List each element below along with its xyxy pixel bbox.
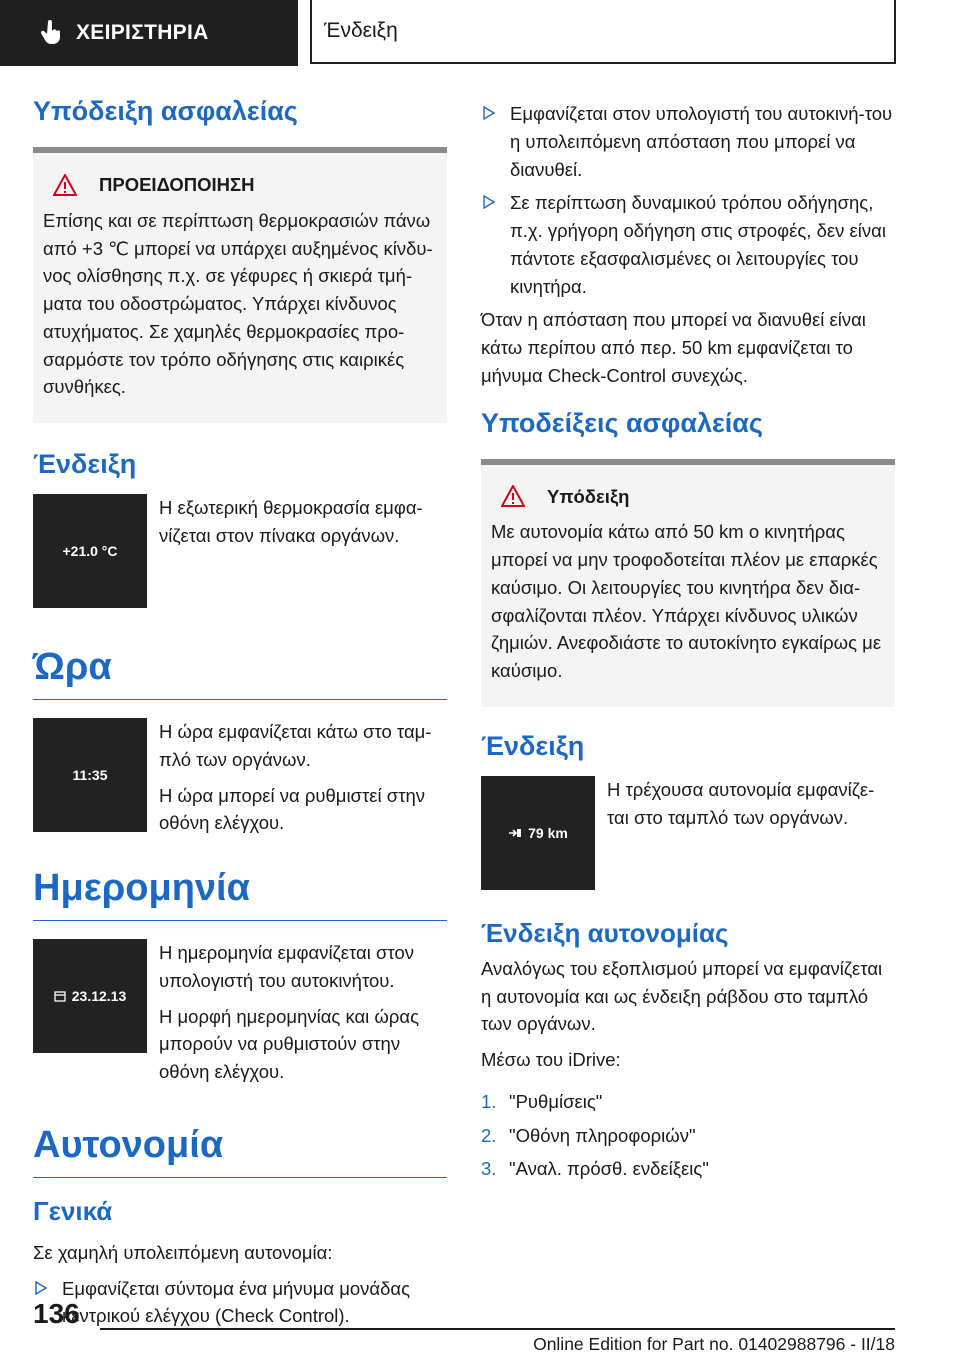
safety-notes-heading: Υποδείξεις ασφαλείας (481, 407, 763, 438)
range-display-image (481, 776, 595, 890)
time-text-1: Η ώρα εμφανίζεται κάτω στο ταμ-πλό των οργάνων. (159, 721, 432, 770)
bullet-text: Εμφανίζεται σύντομα ένα μήνυμα μονάδας κεντρικού ελέγχου (Check Control). (62, 1277, 411, 1327)
arrow-bullet-icon (35, 1281, 47, 1295)
page-header (0, 0, 960, 66)
step-number: 2. (481, 1124, 497, 1146)
note-box (481, 459, 895, 707)
step-item[interactable] (481, 1122, 895, 1150)
step-text: "Ρυθμίσεις" (509, 1090, 603, 1112)
idrive-text: Μέσω του iDrive: (481, 1049, 621, 1070)
note-label: Υπόδειξη (547, 485, 630, 507)
section-label: Ένδειξη (324, 19, 398, 42)
general-text: Σε χαμηλή υπολειπόμενη αυτονομία: (33, 1241, 333, 1263)
steps-list (481, 1088, 895, 1183)
warning-line: σαρμόστε τον τρόπο οδήγησης στις καιρικές (43, 348, 405, 370)
time-row (33, 718, 447, 845)
range-display-value: 79 km (528, 824, 568, 841)
range-display-heading: Ένδειξη αυτονομίας (481, 917, 729, 948)
date-text-1: Η ημερομηνία εμφανίζεται στον υπολογιστή του αυτοκινήτου. (159, 942, 415, 991)
chapter-tab[interactable] (0, 0, 298, 66)
warning-box (33, 147, 447, 423)
step-item[interactable] (481, 1155, 895, 1183)
left-column (33, 96, 447, 1336)
warning-triangle-icon (53, 174, 77, 196)
list-item (481, 100, 895, 183)
date-row (33, 939, 447, 1094)
right-column (481, 100, 895, 1189)
step-text: "Οθόνη πληροφοριών" (509, 1124, 696, 1146)
arrow-bullet-icon (483, 106, 495, 120)
range-row (481, 776, 895, 890)
range-bullets-left (33, 1275, 447, 1331)
temperature-text: Η εξωτερική θερμοκρασία εμφα-νίζεται στον πίνακα οργάνων. (159, 497, 423, 546)
warning-line: Επίσης και σε περίπτωση θερμοκρασιών πάνω (43, 209, 431, 231)
safety-note-heading: Υπόδειξη ασφαλείας (33, 96, 298, 126)
warning-line: συνθήκες. (43, 376, 126, 398)
time-text-2: Η ώρα μπορεί να ρυθμιστεί στην οθόνη ελέγχου. (159, 784, 426, 834)
date-display-image (33, 939, 147, 1053)
date-display-value: 23.12.13 (71, 988, 127, 1004)
list-item (33, 1275, 447, 1331)
time-heading: Ώρα (33, 646, 447, 700)
step-number: 1. (481, 1090, 497, 1112)
date-heading: Ημερομηνία (33, 867, 447, 921)
warning-label: ΠΡΟΕΙΔΟΠΟΙΗΣΗ (99, 174, 255, 195)
warning-text (43, 207, 437, 401)
temperature-row (33, 494, 447, 608)
general-heading: Γενικά (33, 1195, 113, 1226)
page-number: 136 (33, 1298, 80, 1329)
date-text-2: Η μορφή ημερομηνίας και ώρας μπορούν να ρυθμιστούν στην οθόνη ελέγχου. (159, 1005, 420, 1082)
range-display-small-heading: Ένδειξη (481, 730, 585, 761)
step-item[interactable] (481, 1088, 895, 1116)
step-text: "Αναλ. πρόσθ. ενδείξεις" (509, 1158, 709, 1180)
arrow-bullet-icon (483, 195, 495, 209)
warning-triangle-icon (501, 485, 525, 507)
bullet-text: Εμφανίζεται στον υπολογιστή του αυτοκινή-του η υπολειπόμενη απόσταση που μπορεί να διανυθεί. (510, 103, 893, 180)
display-heading: Ένδειξη (33, 449, 137, 479)
below-50-text: Όταν η απόσταση που μπορεί να διανυθεί είναι κάτω περίπου από περ. 50 km εμφανίζεται το μήνυμα Check-Control συνεχώς. (481, 309, 866, 386)
warning-title (43, 171, 437, 199)
temperature-display-image: +21.0 °C (33, 494, 147, 608)
list-item (481, 189, 895, 300)
range-heading: Αυτονομία (33, 1124, 447, 1178)
warning-line: ματα του οδοστρώματος. Υπάρχει κίνδυνος (43, 293, 397, 314)
note-text: Με αυτονομία κάτω από 50 km ο κινητήρας μπορεί να μην τροφοδοτείται πλέον με επαρκές καύσιμο. Οι λειτουργίες του κινητήρα δεν δια-σφαλίζονται πλέον. Υπάρχει κίνδυνος υλικών ζημιών. Ανεφοδιάστε το αυτοκίνητο εγκαίρως με καύσιμο. (491, 521, 882, 681)
step-number: 3. (481, 1158, 497, 1180)
warning-line: ατυχήματος. Σε χαμηλές θερμοκρασίες προ- (43, 320, 405, 342)
note-title (491, 483, 885, 511)
warning-line: από +3 ℃ μπορεί να υπάρχει αυξημένος κίνδυ- (43, 237, 433, 259)
bullet-text: Σε περίπτωση δυναμικού τρόπου οδήγησης, π.χ. γρήγορη οδήγηση στις στροφές, δεν είναι πάντοτε εξασφαλισμένες οι λειτουργίες του κινητήρα. (510, 192, 886, 297)
range-bullets-right (481, 100, 895, 300)
warning-line: νος ολίσθησης π.χ. σε γέφυρες ή σκιερά τμή- (43, 265, 413, 287)
edition-text: Online Edition for Part no. 01402988796 - II/18 (533, 1334, 895, 1354)
range-display-text: Αναλόγως του εξοπλισμού μπορεί να εμφανίζεται η αυτονομία και ως ένδειξη ράβδου στο ταμπλό των οργάνων. (481, 957, 883, 1035)
footer-divider (100, 1328, 895, 1330)
section-tab[interactable] (310, 0, 896, 64)
hand-pointer-icon (40, 20, 62, 46)
range-text: Η τρέχουσα αυτονομία εμφανίζε-ται στο ταμπλό των οργάνων. (607, 778, 875, 828)
chapter-label: ΧΕΙΡΙΣΤΗΡΙΑ (76, 21, 209, 44)
calendar-icon (54, 990, 66, 1002)
fuel-pump-icon (508, 827, 522, 839)
time-display-image: 11:35 (33, 718, 147, 832)
